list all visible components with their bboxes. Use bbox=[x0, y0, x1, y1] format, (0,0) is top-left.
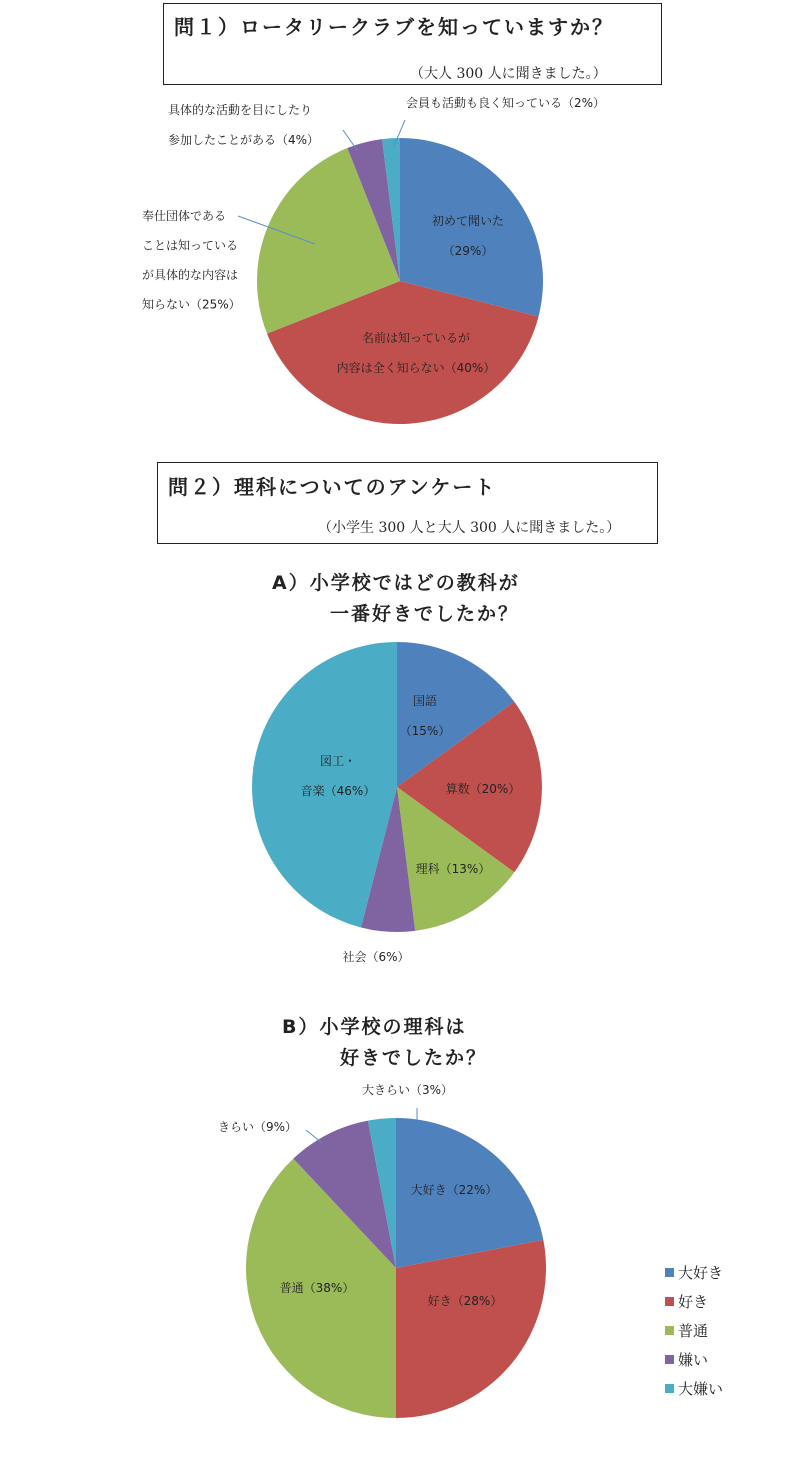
slice-label: （29%） bbox=[442, 244, 494, 258]
question1-note: （大人 300 人に聞きました。） bbox=[410, 66, 607, 82]
pie-chart-a bbox=[0, 630, 800, 970]
slice-label: 普通（38%） bbox=[279, 1281, 355, 1295]
slice-label: （15%） bbox=[399, 724, 451, 738]
pie-slice bbox=[396, 1240, 546, 1418]
legend-swatch bbox=[665, 1326, 674, 1335]
slice-label: 大好き（22%） bbox=[410, 1183, 498, 1197]
slice-label: きらい（9%） bbox=[218, 1120, 298, 1134]
legend-swatch bbox=[665, 1355, 674, 1364]
slice-label: ことは知っている bbox=[142, 238, 239, 253]
chart-a-title-line2: 一番好きでしたか？ bbox=[330, 603, 520, 625]
slice-label: が具体的な内容は bbox=[142, 268, 239, 282]
question1-title: 問１）ロータリークラブを知っていますか？ bbox=[174, 15, 614, 39]
slice-label: 国語 bbox=[412, 694, 438, 708]
slice-label: 参加したことがある（4%） bbox=[168, 133, 320, 147]
question2-box bbox=[157, 462, 658, 544]
leader-line bbox=[306, 1130, 322, 1143]
legend-label: 好き bbox=[678, 1293, 709, 1311]
legend-swatch bbox=[665, 1268, 674, 1277]
slice-label: 内容は全く知らない（40%） bbox=[336, 361, 496, 375]
legend-item bbox=[665, 1287, 723, 1316]
chart-b-title-line1: B）小学校の理科は bbox=[282, 1016, 467, 1038]
legend-swatch bbox=[665, 1384, 674, 1393]
legend-item bbox=[665, 1345, 723, 1374]
slice-label: 図工・ bbox=[319, 754, 357, 768]
slice-label: 具体的な活動を目にしたり bbox=[168, 103, 313, 117]
question2-note: （小学生 300 人と大人 300 人に聞きました。） bbox=[318, 520, 621, 536]
slice-label: 奉仕団体である bbox=[142, 209, 227, 223]
chart-b-title-line2: 好きでしたか？ bbox=[340, 1047, 488, 1069]
legend-label: 普通 bbox=[678, 1322, 709, 1340]
legend-item bbox=[665, 1374, 723, 1403]
legend-item bbox=[665, 1316, 723, 1345]
slice-label: 知らない（25%） bbox=[142, 297, 241, 312]
chart-b-legend bbox=[665, 1258, 723, 1403]
slice-label: 算数（20%） bbox=[445, 782, 521, 796]
slice-label: 社会（6%） bbox=[342, 950, 410, 964]
slice-label: 大きらい（3%） bbox=[362, 1083, 454, 1097]
slice-label: 好き（28%） bbox=[427, 1294, 503, 1308]
slice-label: 音楽（46%） bbox=[300, 784, 376, 798]
slice-label: 会員も活動も良く知っている（2%） bbox=[406, 96, 606, 110]
legend-item bbox=[665, 1258, 723, 1287]
leader-line bbox=[343, 130, 357, 150]
pie-chart-q1 bbox=[0, 0, 800, 440]
legend-label: 大嫌い bbox=[678, 1380, 724, 1398]
slice-label: 名前は知っているが bbox=[361, 331, 471, 345]
legend-label: 嫌い bbox=[678, 1351, 709, 1369]
slice-label: 理科（13%） bbox=[415, 862, 491, 876]
legend-swatch bbox=[665, 1297, 674, 1306]
question2-title: 問２）理科についてのアンケート bbox=[168, 475, 497, 499]
legend-label: 大好き bbox=[678, 1264, 724, 1282]
chart-a-title-line1: A）小学校ではどの教科が bbox=[272, 572, 520, 594]
slice-label: 初めて聞いた bbox=[431, 214, 505, 228]
